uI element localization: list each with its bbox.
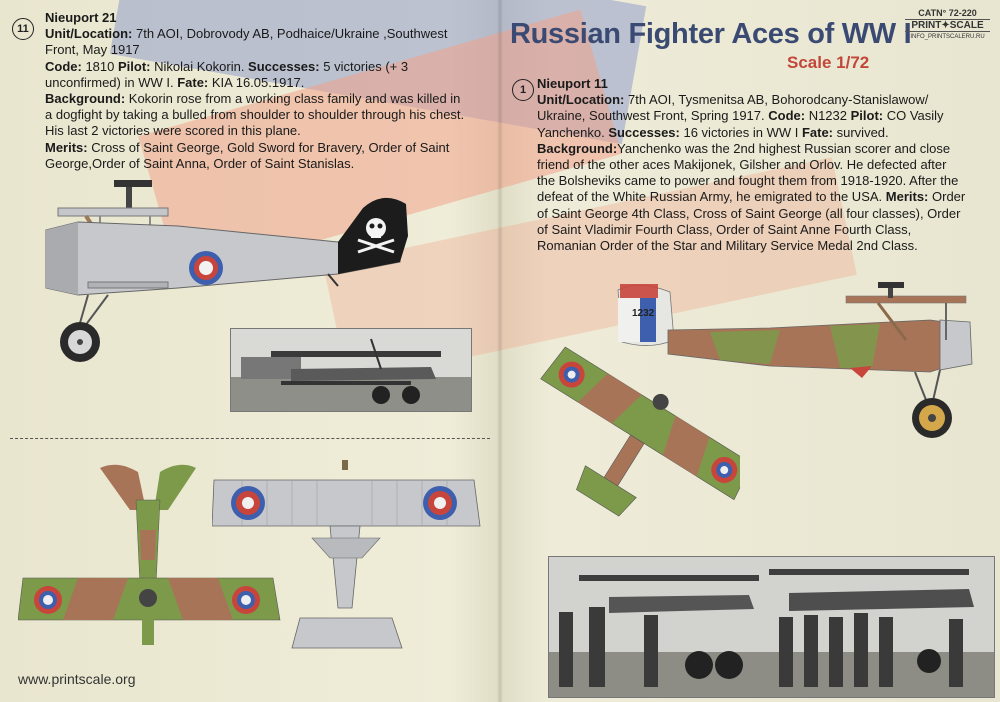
tail-code: 1232 bbox=[632, 308, 655, 319]
code-label: Code: bbox=[768, 108, 806, 124]
unit-label: Unit/Location: bbox=[45, 26, 133, 42]
pilot-value: CO Vasily Yanchenko. bbox=[537, 108, 944, 140]
unit-value: 7th AOI, Tysmenitsa AB, Bohorodcany-Stanislawow/ Ukraine, Southwest Front, Spring 1917. bbox=[537, 92, 929, 124]
unit-label: Unit/Location: bbox=[537, 92, 625, 108]
pilot-value: Nikolai Kokorin. bbox=[150, 58, 249, 74]
nieuport21-silver-planform bbox=[212, 458, 482, 668]
scale-label: Scale 1/72 bbox=[787, 53, 870, 72]
background-value: Yanchenko was the 2nd highest Russian scorer and close friend of the other aces Makijonek, Gilsher and Orlov. He defected after the Bolsheviks came to power and fought them from 1918-1920. After the defeat of the White Russian Army, he emigrated to the USA. bbox=[537, 140, 959, 205]
right-entry-text bbox=[537, 76, 967, 254]
section-divider bbox=[10, 438, 490, 439]
pilot-label: Pilot: bbox=[118, 58, 151, 74]
fate-label: Fate: bbox=[177, 74, 209, 90]
merits-value: Cross of Saint George, Gold Sword for Bravery, Order of Saint George,Order of Saint Anna, Order of Saint Stanislas. bbox=[45, 139, 450, 171]
code-value: 1810 bbox=[81, 58, 118, 74]
successes-label: Successes: bbox=[248, 58, 320, 74]
code-label: Code: bbox=[45, 58, 82, 74]
aircraft-name: Nieuport 11 bbox=[537, 76, 608, 91]
catalog-number: CATN° 72-220 bbox=[918, 8, 977, 18]
brand-url: INFO_PRINTSCALERU.RU bbox=[910, 34, 985, 40]
squadron-group-photo bbox=[548, 556, 995, 698]
successes-value: 16 victories in WW I bbox=[679, 124, 802, 140]
background-value: Kokorin rose from a working class family and was killed in a dogfight by taking a bulled from shoulder to shoulder through his chest. His last 2 victories were scored in this plane. bbox=[45, 91, 465, 139]
fate-value: survived. bbox=[833, 124, 889, 140]
nieuport11-camo-planform bbox=[540, 340, 740, 530]
page-title: Russian Fighter Aces of WW I bbox=[510, 18, 912, 50]
aircraft-name: Nieuport 21 bbox=[45, 10, 117, 25]
pilot-label: Pilot: bbox=[850, 108, 884, 124]
merits-label: Merits: bbox=[885, 189, 929, 205]
fate-label: Fate: bbox=[801, 124, 834, 140]
page-fold bbox=[497, 0, 503, 702]
merits-label: Merits: bbox=[45, 139, 88, 155]
brand-name: PRINT✦SCALE bbox=[905, 19, 990, 32]
entry-number-badge: 1 bbox=[512, 79, 534, 101]
code-value: N1232 bbox=[805, 108, 851, 124]
merits-value: Order of Saint George 4th Class, Cross of Saint George (all four classes), Order of Saint Vladimir Fourth Class, Order of Saint Anne Fourth Class, Romanian Order of the Star and Military Service Medal 2nd Class. bbox=[537, 189, 966, 254]
background-label: Background: bbox=[45, 91, 126, 107]
nieuport21-photo bbox=[230, 328, 472, 412]
successes-label: Successes: bbox=[608, 124, 680, 140]
fate-value: KIA 16.05.1917. bbox=[208, 74, 305, 90]
entry-number-badge: 11 bbox=[12, 18, 34, 40]
background-label: Background: bbox=[537, 140, 618, 156]
left-entry-text bbox=[45, 10, 465, 172]
printscale-logo bbox=[905, 8, 990, 58]
footer-website: www.printscale.org bbox=[18, 671, 136, 687]
successes-value: 5 victories (+ 3 unconfirmed) in WW I. bbox=[45, 58, 409, 90]
unit-value: 7th AOI, Dobrovody AB, Podhaice/Ukraine ,Southwest Front, May 1917 bbox=[45, 26, 448, 58]
